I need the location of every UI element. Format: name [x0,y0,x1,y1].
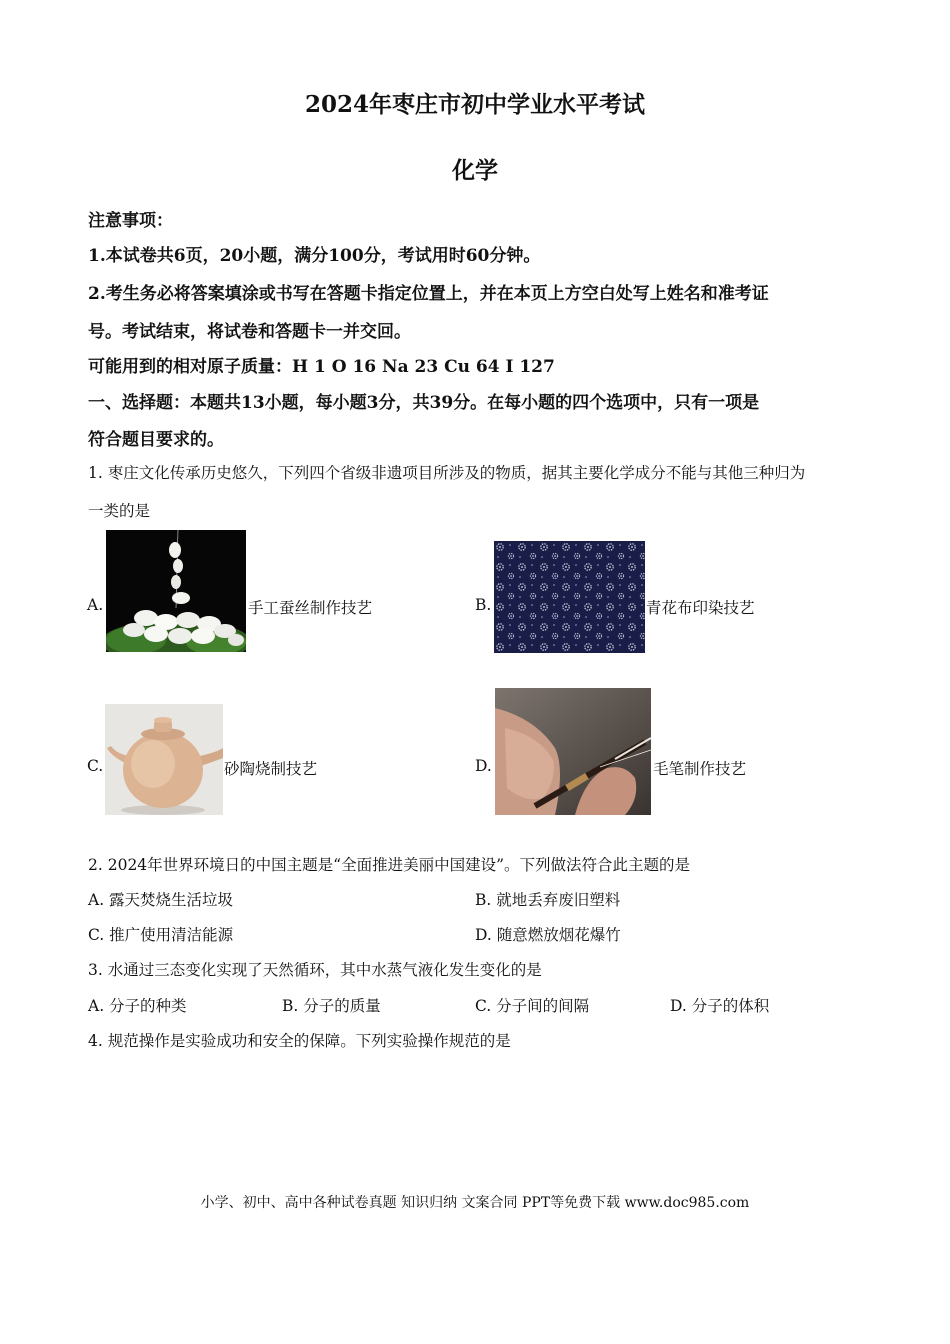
q3-option-d: D. 分子的体积 [670,997,770,1015]
q1-option-a-key: A. [87,596,104,614]
section-heading-line2: 符合题目要求的。 [88,430,224,450]
writing-brush-photo [495,688,651,815]
notice-item-2-line1: 2.考生务必将答案填涂或书写在答题卡指定位置上，并在本页上方空白处写上姓名和准考证 [88,284,769,304]
q2-option-a: A. 露天焚烧生活垃圾 [88,891,234,909]
q2-option-c: C. 推广使用清洁能源 [88,926,234,944]
q1-option-d-key: D. [475,757,492,775]
notice-heading: 注意事项： [88,211,173,231]
q2-option-b: B. 就地丢弃废旧塑料 [475,891,621,909]
q1-stem-line1: 1. 枣庄文化传承历史悠久，下列四个省级非遗项目所涉及的物质，据其主要化学成分不能与其他三种归为 [88,464,806,482]
q3-option-c: C. 分子间的间隔 [475,997,590,1015]
section-heading-line1: 一、选择题：本题共13小题，每小题3分，共39分。在每小题的四个选项中，只有一项是 [88,393,760,413]
q2-stem: 2. 2024年世界环境日的中国主题是“全面推进美丽中国建设”。下列做法符合此主题的是 [88,856,691,874]
silk-cocoon-photo [106,530,246,652]
notice-item-2-line2: 号。考试结束，将试卷和答题卡一并交回。 [88,322,411,342]
q1-option-b-text: 青花布印染技艺 [646,599,755,617]
q1-stem-line2: 一类的是 [88,502,151,520]
atomic-mass-line: 可能用到的相对原子质量：H 1 O 16 Na 23 Cu 64 I 127 [88,357,555,377]
q2-option-d: D. 随意燃放烟花爆竹 [475,926,621,944]
q1-option-b-key: B. [475,596,492,614]
exam-title: 2024年枣庄市初中学业水平考试 [304,91,645,118]
q3-option-b: B. 分子的质量 [282,997,381,1015]
q1-option-d-text: 毛笔制作技艺 [653,760,747,778]
q1-option-a-text: 手工蚕丝制作技艺 [248,599,373,617]
page-footer: 小学、初中、高中各种试卷真题 知识归纳 文案合同 PPT等免费下载 www.doc985.com [200,1195,750,1211]
q4-stem: 4. 规范操作是实验成功和安全的保障。下列实验操作规范的是 [88,1032,511,1050]
subject-title: 化学 [452,157,498,184]
q1-option-c-key: C. [87,757,104,775]
blue-print-cloth-photo [494,541,645,653]
clay-teapot-photo [105,704,223,815]
q3-option-a: A. 分子的种类 [88,997,187,1015]
q3-stem: 3. 水通过三态变化实现了天然循环，其中水蒸气液化发生变化的是 [88,961,542,979]
notice-item-1: 1.本试卷共6页，20小题，满分100分，考试用时60分钟。 [88,246,541,266]
q1-option-c-text: 砂陶烧制技艺 [224,760,318,778]
